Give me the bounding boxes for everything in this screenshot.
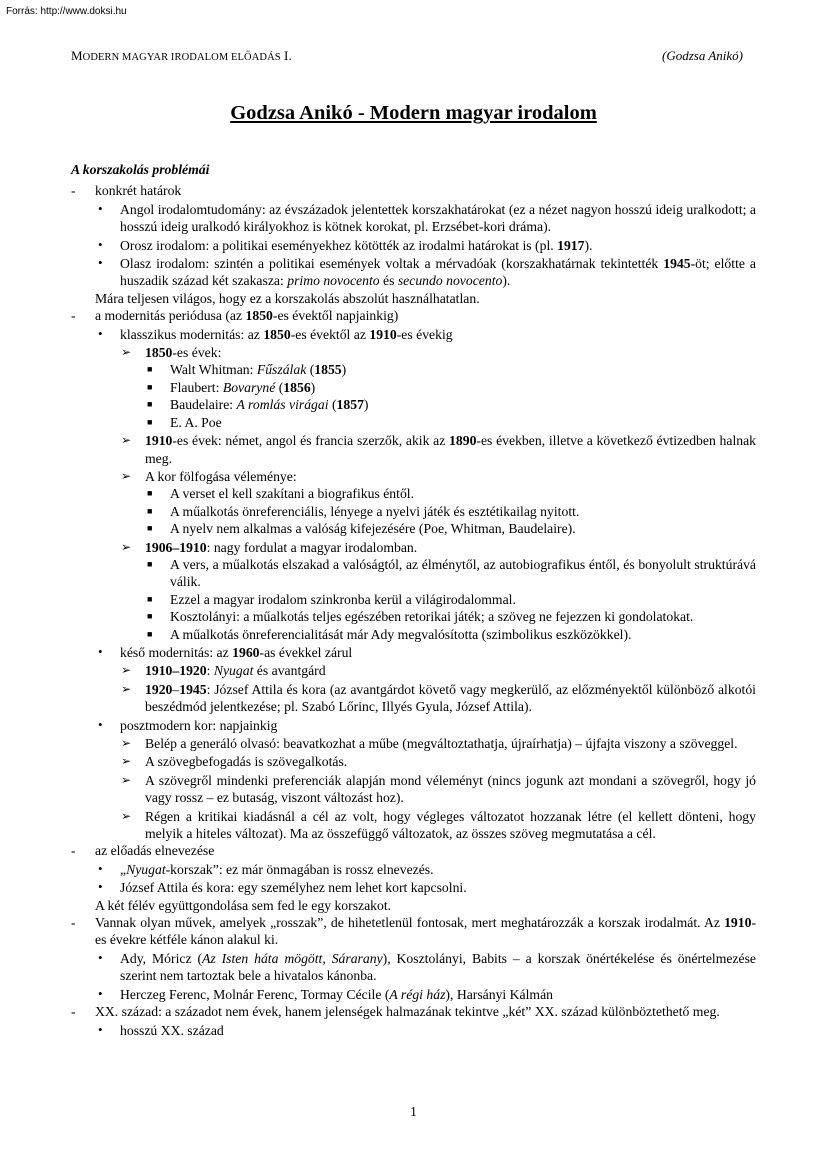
year: 1910	[724, 915, 752, 931]
item-text: A műalkotás önreferenciális, lényege a nyelvi játék és esztétikailag nyitott.	[170, 503, 580, 519]
year: 1945	[179, 681, 207, 697]
item-text: -as évekkel zárul	[259, 644, 353, 660]
list-item	[71, 414, 756, 431]
bullet-marker: •	[98, 1021, 103, 1037]
item-text: A nyelv nem alkalmas a valóság kifejezésére (Poe, Whitman, Baudelaire).	[170, 521, 576, 537]
item-text: A kor fölfogása véleménye:	[145, 468, 297, 484]
list-item	[71, 361, 756, 378]
item-text: Régen a kritikai kiadásnál a cél az volt, hogy végleges változatot hozzanak létre (el kellett dönteni, hogy melyik a hiteles változat). Ma az összefüggő változatok, az összes szöveg megmutatása a cél.	[145, 808, 756, 842]
year: 1890	[449, 433, 477, 449]
year: 1910	[145, 433, 173, 449]
item-text: -es években, illetve a következő évtizedben halnak meg.	[145, 433, 757, 466]
square-marker: ■	[147, 611, 153, 622]
square-marker: ■	[147, 488, 153, 499]
bullet-marker: •	[98, 860, 103, 876]
list-item	[71, 717, 756, 734]
running-header	[71, 48, 292, 64]
square-marker: ■	[147, 399, 153, 410]
square-marker: ■	[147, 558, 153, 569]
bullet-marker: •	[98, 716, 103, 732]
item-text: -es évek: német, angol és francia szerzők, akik az	[172, 433, 450, 449]
list-item	[71, 608, 756, 625]
list-item	[71, 626, 756, 643]
list-item	[71, 662, 756, 679]
item-text: Angol irodalomtudomány: az évszázadok jelentettek korszakhatárokat (ez a nézet nagyon hosszú ideig uralkodott; a hosszú ideig uralkodó királyokhoz is kötnek korokat, pl. Erzsébet-kori dráma).	[120, 201, 756, 235]
square-marker: ■	[147, 416, 153, 427]
work-title: Fűszálak	[256, 362, 307, 378]
bullet-marker: •	[98, 236, 103, 252]
item-text: hosszú XX. század	[120, 1022, 224, 1038]
item-text: posztmodern kor: napjainkig	[120, 717, 278, 733]
year: 1945	[663, 256, 691, 272]
bullet-marker: •	[98, 325, 103, 341]
square-marker: ■	[147, 628, 153, 639]
item-text: A szövegbefogadás is szövegalkotás.	[145, 754, 348, 770]
dash-marker: -	[71, 843, 76, 859]
list-item	[71, 237, 756, 254]
item-text: )	[341, 362, 347, 378]
list-item	[71, 344, 756, 361]
year: 1917	[557, 237, 585, 253]
header-num: I.	[280, 48, 292, 63]
term: secundo novocento	[397, 273, 503, 289]
header-small-caps: ODERN MAGYAR IRODALOM ELŐADÁS	[82, 52, 281, 63]
section-title: A korszakolás problémái	[71, 162, 210, 177]
list-item	[71, 539, 756, 556]
list-item	[71, 591, 756, 608]
item-text: (	[306, 362, 315, 378]
item-text: és avantgárd	[253, 663, 326, 679]
item-text: Ezzel a magyar irodalom szinkronba kerül a világirodalommal.	[170, 591, 516, 607]
work-title: Bovaryné	[222, 379, 276, 395]
square-marker: ■	[147, 505, 153, 516]
item-text: )	[310, 379, 316, 395]
list-item	[71, 485, 756, 502]
item-text: az előadás elnevezése	[95, 843, 215, 859]
year: 1920	[145, 681, 173, 697]
arrow-marker: ➢	[121, 539, 132, 554]
item-text: Flaubert:	[170, 379, 223, 395]
list-item	[71, 950, 756, 985]
arrow-marker: ➢	[121, 681, 132, 696]
item-text: -es évektől napjainkig)	[272, 308, 399, 324]
source-url: Forrás: http://www.doksi.hu	[6, 6, 127, 17]
item-text: -es évektől az	[290, 326, 370, 342]
year: 1850	[145, 345, 173, 361]
item-text: -öt; előtte a huszadik század két szakasza:	[120, 256, 756, 289]
square-marker: ■	[147, 523, 153, 534]
arrow-marker: ➢	[121, 433, 132, 448]
square-marker: ■	[147, 381, 153, 392]
bullet-marker: •	[98, 255, 103, 271]
list-item	[71, 520, 756, 537]
paragraph: A két félév együttgondolása sem fed le egy korszakot.	[95, 897, 392, 913]
list-item	[71, 644, 756, 661]
item-text: Ady, Móricz (	[120, 950, 202, 966]
dash-marker: -	[71, 1004, 76, 1020]
header-author	[662, 48, 743, 64]
list-item	[71, 914, 756, 949]
year: 1906–1910	[145, 539, 207, 555]
item-text: –	[172, 681, 180, 697]
header-cap: M	[71, 48, 83, 63]
work-title: Az Isten háta mögött, Sárarany	[202, 950, 383, 966]
work-title: Nyugat	[213, 663, 254, 679]
item-text: a modernitás periódusa (az	[95, 308, 246, 324]
page-number: 1	[410, 1104, 417, 1119]
work-title: A régi ház	[389, 986, 446, 1002]
list-item	[71, 753, 756, 770]
list-item	[71, 879, 756, 896]
list-item	[71, 182, 756, 199]
item-text: klasszikus modernitás: az	[120, 326, 264, 342]
bullet-marker: •	[98, 985, 103, 1001]
list-item	[71, 432, 756, 467]
item-text: : nagy fordulat a magyar irodalomban.	[206, 539, 418, 555]
square-marker: ■	[147, 593, 153, 604]
term: primo novocento	[287, 273, 380, 289]
year: 1910–1920	[145, 663, 207, 679]
year: 1960	[232, 644, 260, 660]
list-item	[71, 396, 756, 413]
dash-marker: -	[71, 915, 76, 931]
item-text: Vannak olyan művek, amelyek „rosszak”, de hihetetlenül fontosak, mert meghatározzák a korszak irodalmát. Az	[95, 915, 725, 931]
item-text: A verset el kell szakítani a biografikus éntől.	[170, 486, 415, 502]
item-text: )	[363, 397, 369, 413]
list-item	[71, 681, 756, 716]
item-text: Belép a generáló olvasó: beavatkozhat a műbe (megváltoztathatja, újraírhatja) – újfajta viszony a szöveggel.	[145, 736, 738, 751]
list-item	[71, 1003, 756, 1020]
list-item	[71, 772, 756, 807]
item-text: konkrét határok	[95, 183, 182, 199]
item-text: ).	[584, 237, 593, 253]
list-item	[71, 503, 756, 520]
list-item	[71, 861, 756, 878]
bullet-marker: •	[98, 643, 103, 659]
list-item	[71, 556, 756, 591]
bullet-marker: •	[98, 879, 103, 895]
list-item	[71, 255, 756, 290]
list-item	[71, 735, 756, 752]
list-item	[71, 307, 756, 324]
item-text: A vers, a műalkotás elszakad a valóságtól, az élménytől, az autobiografikus éntől, és bonyolult struktúrává válik.	[170, 556, 756, 590]
paragraph: Mára teljesen világos, hogy ez a korszakolás abszolút használhatatlan.	[95, 290, 480, 306]
arrow-marker: ➢	[121, 663, 132, 678]
item-text: XX. század: a századot nem évek, hanem jelenségek halmazának tekintve „két” XX. század különböztethető meg.	[95, 1004, 720, 1020]
item-text: és	[379, 273, 398, 289]
year: 1910	[369, 326, 397, 342]
item-text: Olasz irodalom: szintén a politikai események voltak a mérvadóak (korszakhatárnak tekintették	[120, 256, 664, 272]
year: 1850	[245, 308, 273, 324]
list-item	[71, 379, 756, 396]
list-item	[71, 201, 756, 236]
item-text: -es évekre kétféle kánon alakul ki.	[95, 915, 756, 948]
item-text: : József Attila és kora (az avantgárdot követő vagy megkerülő, az előzményektől különböző alkotói beszédmód jelentkezése; pl. Szabó Lőrinc, Illyés Gyula, József Attila).	[145, 681, 756, 715]
list-item	[71, 808, 756, 843]
list-item	[71, 842, 756, 859]
item-text: Herczeg Ferenc, Molnár Ferenc, Tormay Cécile (	[120, 986, 390, 1002]
year: 1855	[314, 362, 342, 378]
item-text: Baudelaire:	[170, 397, 237, 413]
item-text: A szövegről mindenki preferenciák alapján mond véleményt (nincs jogunk azt mondani a szövegről, hogy jó vagy rossz – ez butaság, viszont változást hoz).	[145, 772, 756, 806]
item-text: A műalkotás önreferencialitását már Ady megvalósította (szimbolikus eszközökkel).	[170, 626, 632, 642]
arrow-marker: ➢	[121, 772, 132, 787]
item-text: késő modernitás: az	[120, 644, 233, 660]
bullet-marker: •	[98, 949, 103, 965]
list-item	[71, 468, 756, 485]
item-text: József Attila és kora: egy személyhez nem lehet kort kapcsolni.	[120, 880, 467, 896]
arrow-marker: ➢	[121, 808, 132, 823]
arrow-marker: ➢	[121, 736, 132, 750]
item-text: Kosztolányi: a műalkotás teljes egészében retorikai játék; a szöveg ne fejezzen ki gondolatokat.	[170, 609, 694, 625]
item-text: „	[120, 861, 127, 877]
item-text: Walt Whitman:	[170, 362, 257, 378]
arrow-marker: ➢	[121, 345, 132, 360]
bullet-marker: •	[98, 200, 103, 216]
list-item	[71, 326, 756, 343]
square-marker: ■	[147, 364, 153, 375]
item-text: E. A. Poe	[170, 414, 222, 430]
item-text: ), Harsányi Kálmán	[445, 986, 553, 1002]
year: 1857	[336, 397, 364, 413]
list-item	[71, 986, 756, 1003]
year: 1850	[263, 326, 291, 342]
item-text: (	[328, 397, 337, 413]
document-body	[71, 161, 756, 1039]
item-text: -es évekig	[396, 326, 453, 342]
header-author-text: (Godzsa Anikó)	[661, 48, 743, 63]
arrow-marker: ➢	[121, 468, 132, 483]
item-text: (	[275, 379, 284, 395]
item-text: ).	[502, 273, 511, 289]
item-text: ), Kosztolányi, Babits – a korszak önértékelése és önértelmezése szerint nem tartoztak bele a hivatalos kánonba.	[120, 950, 756, 984]
work-title: Nyugat	[126, 861, 166, 877]
page-title: Godzsa Anikó - Modern magyar irodalom	[230, 102, 597, 124]
item-text: -es évek:	[172, 345, 222, 361]
dash-marker: -	[71, 183, 76, 199]
item-text: -korszak”: ez már önmagában is rossz elnevezés.	[165, 861, 434, 877]
list-item	[71, 1022, 756, 1039]
year: 1856	[283, 379, 311, 395]
item-text: Orosz irodalom: a politikai eseményekhez kötötték az irodalmi határokat is (pl.	[120, 237, 558, 253]
work-title: A romlás virágai	[236, 397, 329, 413]
dash-marker: -	[71, 308, 76, 324]
arrow-marker: ➢	[121, 754, 132, 769]
item-text: :	[206, 663, 214, 679]
